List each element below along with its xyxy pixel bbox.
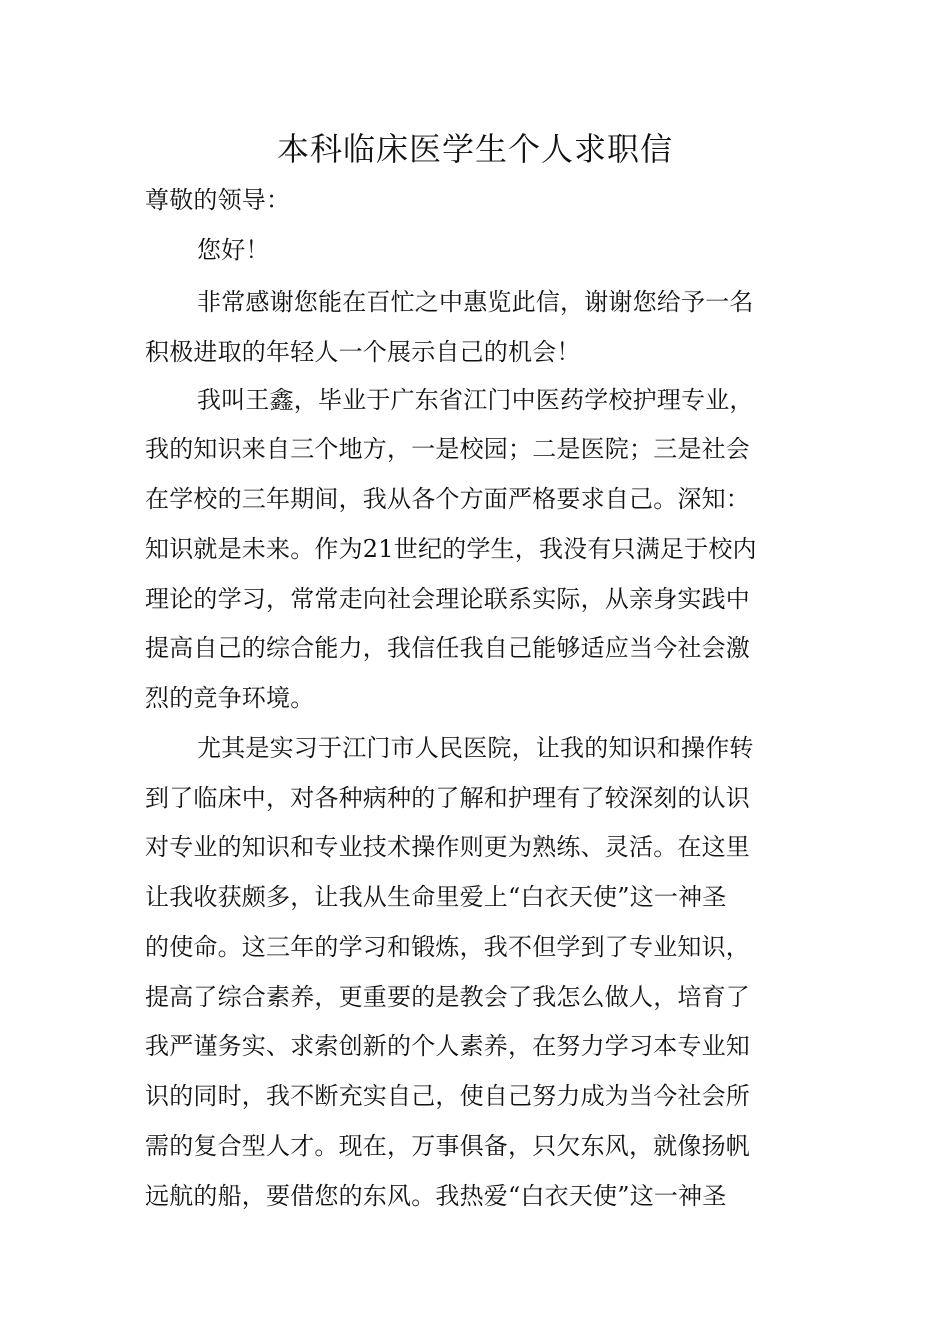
paragraph-line: 远航的船，要借您的东风。我热爱“白衣天使”这一神圣 [145, 1182, 727, 1210]
document-title: 本科临床医学生个人求职信 [276, 130, 673, 168]
paragraph-line: 到了临床中，对各种病种的了解和护理有了较深刻的认识 [145, 784, 750, 812]
paragraph-line: 知识就是未来。作为21世纪的学生，我没有只满足于校内 [145, 535, 757, 563]
paragraph-line: 提高自己的综合能力，我信任我自己能够适应当今社会激 [145, 634, 750, 662]
paragraph-line: 需的复合型人才。现在，万事俱备，只欠东风，就像扬帆 [145, 1132, 750, 1160]
greeting: 您好！ [197, 236, 270, 264]
paragraph-line: 非常感谢您能在百忙之中惠览此信，谢谢您给予一名 [197, 288, 754, 316]
paragraph-line: 识的同时，我不断充实自己，使自己努力成为当今社会所 [145, 1082, 750, 1110]
paragraph-line: 我叫王鑫，毕业于广东省江门中医药学校护理专业， [197, 386, 754, 414]
paragraph-line: 理论的学习，常常走向社会理论联系实际，从亲身实践中 [145, 585, 750, 613]
paragraph-line: 积极进取的年轻人一个展示自己的机会！ [145, 338, 581, 366]
salutation: 尊敬的领导： [145, 186, 291, 214]
paragraph-line: 提高了综合素养，更重要的是教会了我怎么做人，培育了 [145, 983, 750, 1011]
paragraph-line: 在学校的三年期间，我从各个方面严格要求自己。深知： [145, 485, 750, 513]
paragraph-line: 我的知识来自三个地方，一是校园；二是医院；三是社会 [145, 435, 750, 463]
paragraph-line: 对专业的知识和专业技术操作则更为熟练、灵活。在这里 [145, 833, 750, 861]
paragraph-line: 尤其是实习于江门市人民医院，让我的知识和操作转 [197, 734, 754, 762]
paragraph-line: 烈的竞争环境。 [145, 684, 315, 712]
paragraph-line: 的使命。这三年的学习和锻炼，我不但学到了专业知识， [145, 933, 750, 961]
paragraph-line: 让我收获颇多，让我从生命里爱上“白衣天使”这一神圣 [145, 883, 727, 911]
paragraph-line: 我严谨务实、求索创新的个人素养，在努力学习本专业知 [145, 1032, 750, 1060]
